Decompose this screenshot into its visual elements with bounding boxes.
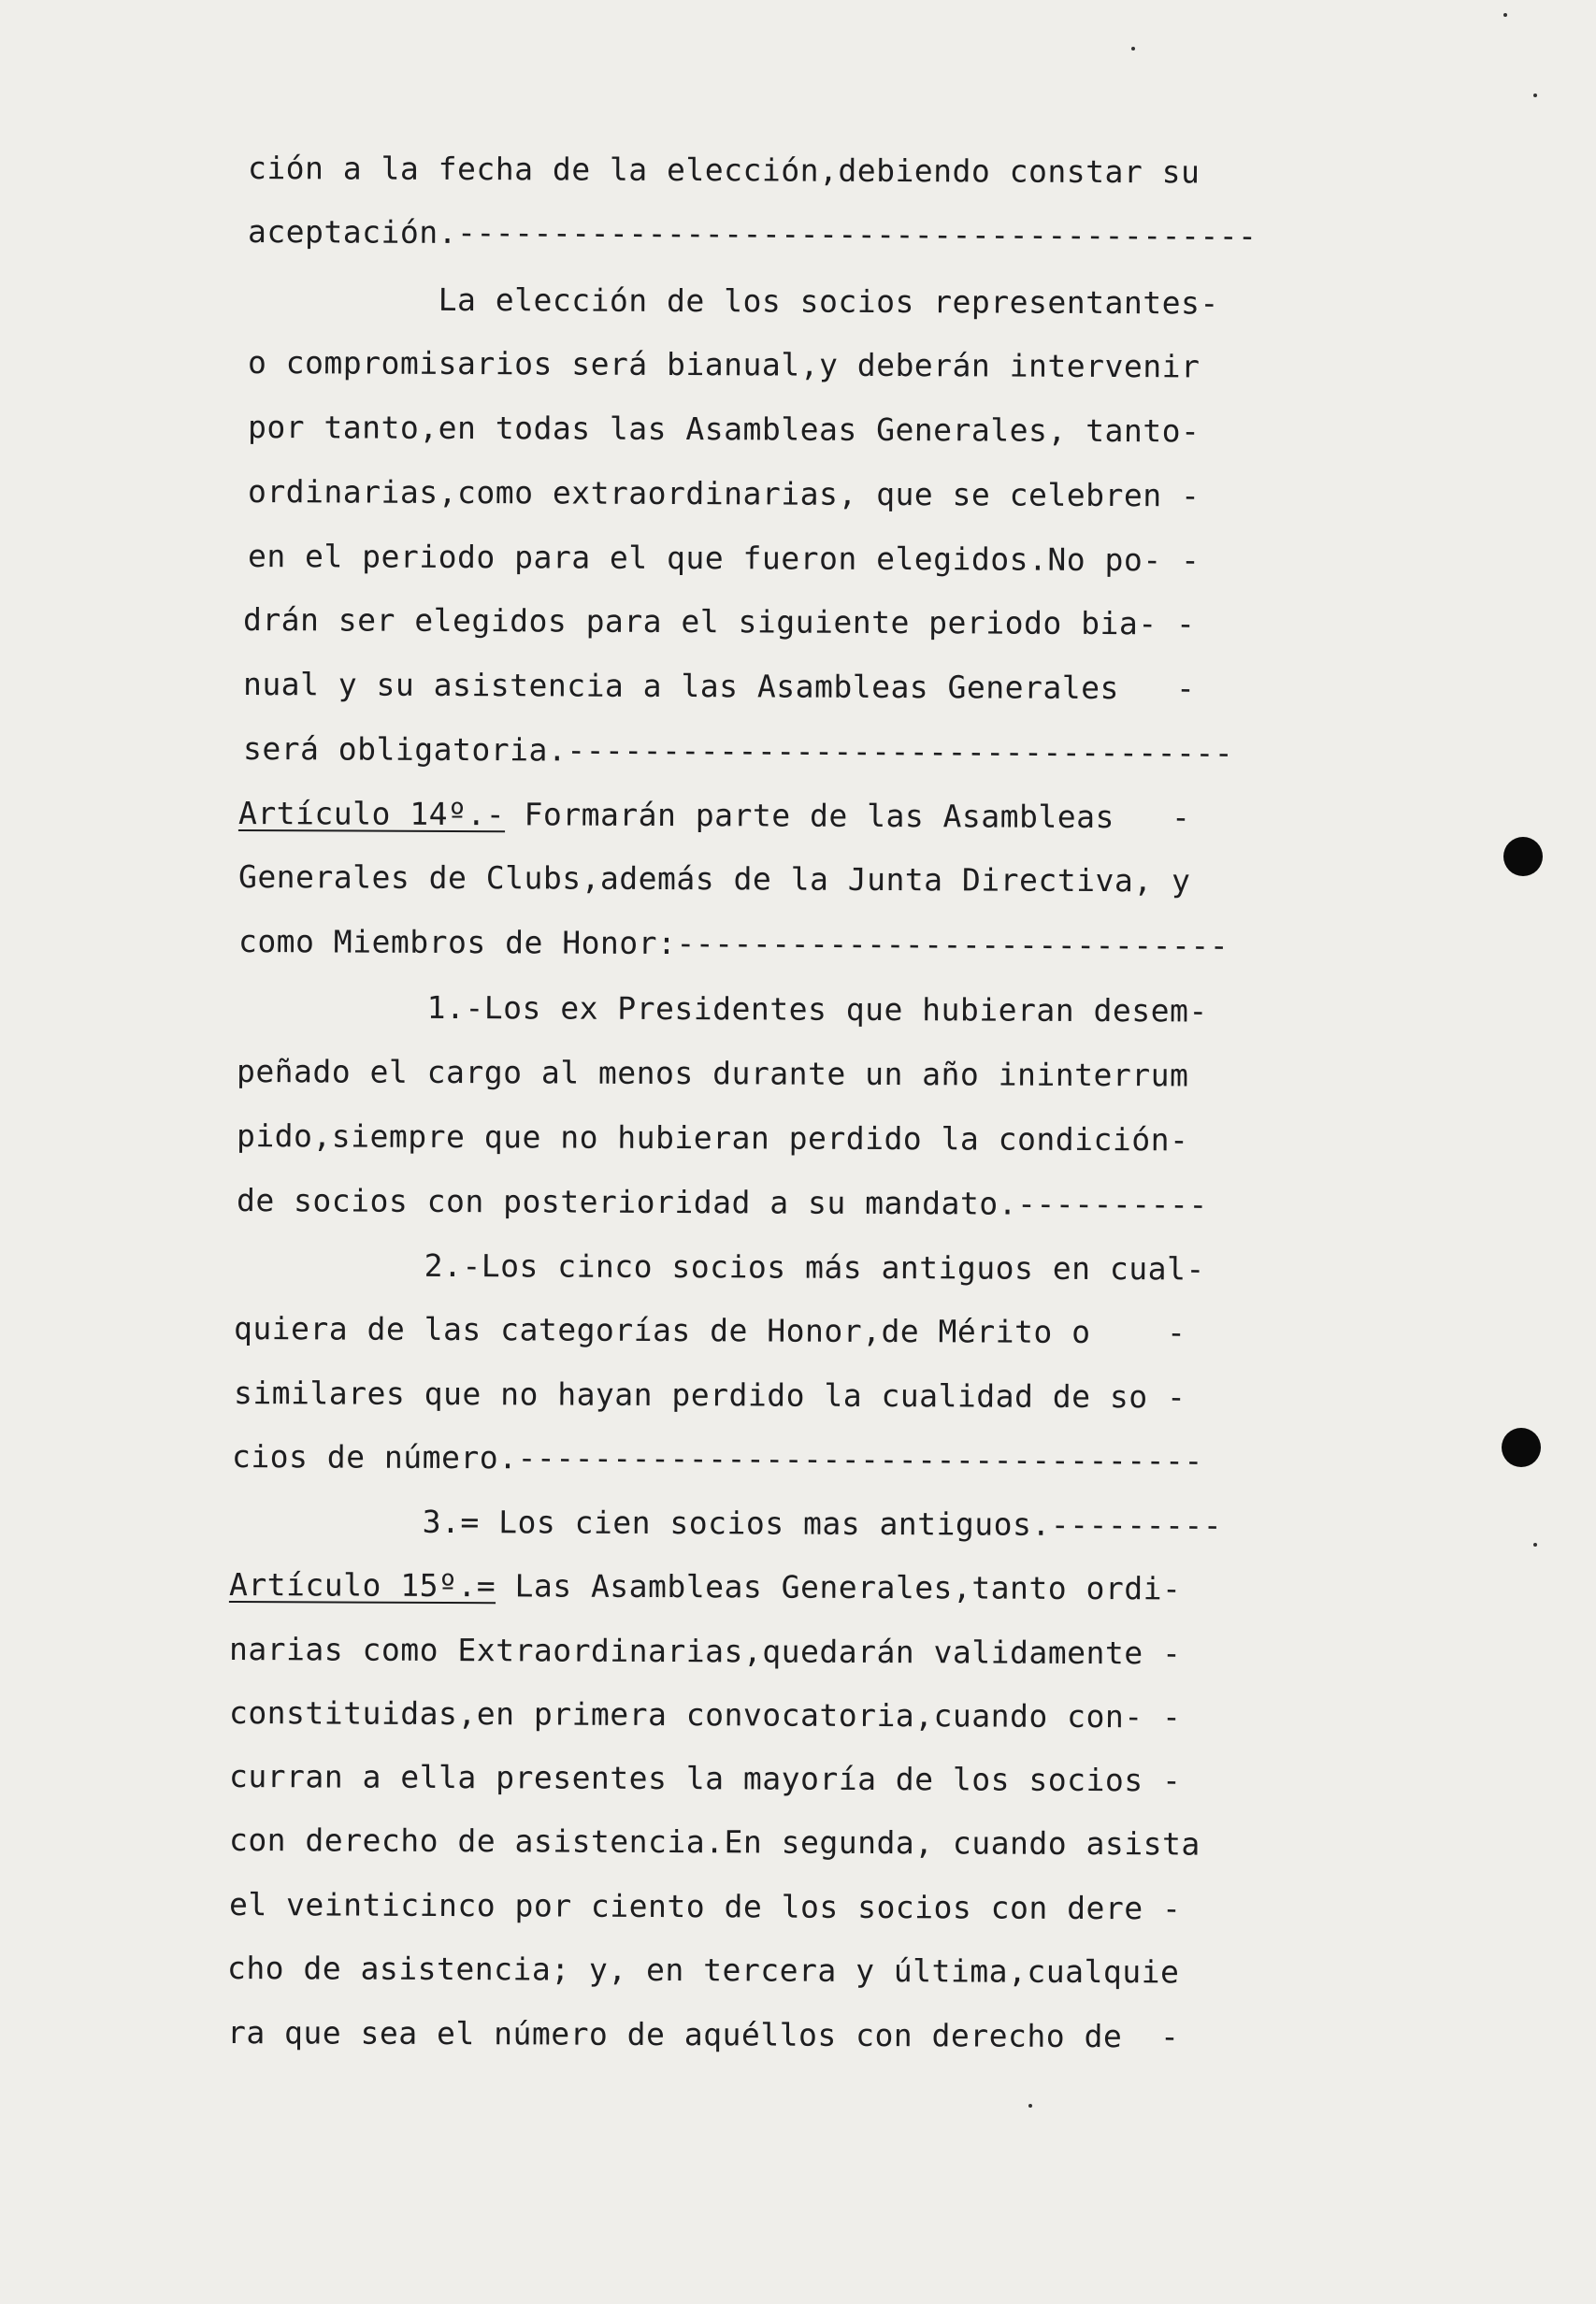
text-line: quiera de las categorías de Honor,de Mérito o - — [233, 1310, 1186, 1351]
punch-hole — [1503, 837, 1543, 876]
text-line: Generales de Clubs,además de la Junta Directiva, y — [237, 858, 1191, 900]
punch-hole — [1502, 1428, 1541, 1467]
text-line: nual y su asistencia a las Asambleas Generales - — [242, 666, 1196, 707]
paper-speck — [1503, 13, 1507, 17]
text-line: pido,siempre que no hubieran perdido la condición- — [236, 1117, 1189, 1159]
text-line: por tanto,en todas las Asambleas Generales, tanto- — [247, 409, 1201, 450]
text-line: aceptación.------------------------------------------ — [247, 213, 1258, 254]
text-line: cho de asistencia; y, en tercera y última,cualquie — [226, 1950, 1180, 1991]
text-line: ra que sea el número de aquéllos con derecho de - — [226, 2014, 1180, 2055]
paper-speck — [1028, 2104, 1032, 2108]
text-line: con derecho de asistencia.En segunda, cuando asista — [228, 1822, 1201, 1863]
text-line: como Miembros de Honor:----------------------------- — [237, 923, 1229, 964]
text-line: será obligatoria.----------------------------------- — [242, 730, 1234, 771]
text-line: similares que no hayan perdido la cualidad de so - — [233, 1375, 1186, 1416]
text-line: 3.= Los cien socios mas antiguos.--------- — [231, 1503, 1223, 1544]
paper-speck — [1131, 47, 1135, 50]
text-line: constituidas,en primera convocatoria,cuando con- - — [228, 1694, 1182, 1735]
text-line: en el periodo para el que fueron elegidos.No po- - — [247, 538, 1201, 579]
article-14-line — [238, 795, 1191, 835]
article-15-text: Las Asambleas Generales,tanto ordi- — [496, 1567, 1182, 1607]
article-15-line — [229, 1566, 1182, 1606]
text-line: narias como Extraordinarias,quedarán validamente - — [228, 1631, 1182, 1672]
text-line: 1.-Los ex Presidentes que hubieran desem- — [236, 988, 1208, 1030]
article-15-heading: Artículo 15º.= — [228, 1566, 496, 1605]
text-line: ordinarias,como extraordinarias, que se celebren - — [247, 473, 1201, 514]
article-14-text: Formarán parte de las Asambleas - — [505, 796, 1191, 836]
text-line: La elección de los socios representantes- — [247, 281, 1219, 322]
paper-speck — [1533, 94, 1537, 97]
text-line: o compromisarios será bianual,y deberán intervenir — [247, 344, 1201, 385]
paper-speck — [1533, 1543, 1537, 1547]
article-14-heading: Artículo 14º.- — [237, 795, 506, 833]
text-line: peñado el cargo al menos durante un año ininterrum — [236, 1053, 1189, 1094]
text-line: de socios con posterioridad a su mandato.---------- — [236, 1182, 1208, 1223]
text-line: curran a ella presentes la mayoría de los socios - — [228, 1758, 1182, 1799]
text-line: el veinticinco por ciento de los socios con dere - — [228, 1886, 1182, 1927]
text-line: ción a la fecha de la elección,debiendo constar su — [247, 150, 1201, 191]
text-line: cios de número.------------------------------------ — [231, 1438, 1203, 1479]
text-line: 2.-Los cinco socios más antiguos en cual- — [233, 1246, 1205, 1288]
text-line: drán ser elegidos para el siguiente periodo bia- - — [242, 601, 1196, 642]
